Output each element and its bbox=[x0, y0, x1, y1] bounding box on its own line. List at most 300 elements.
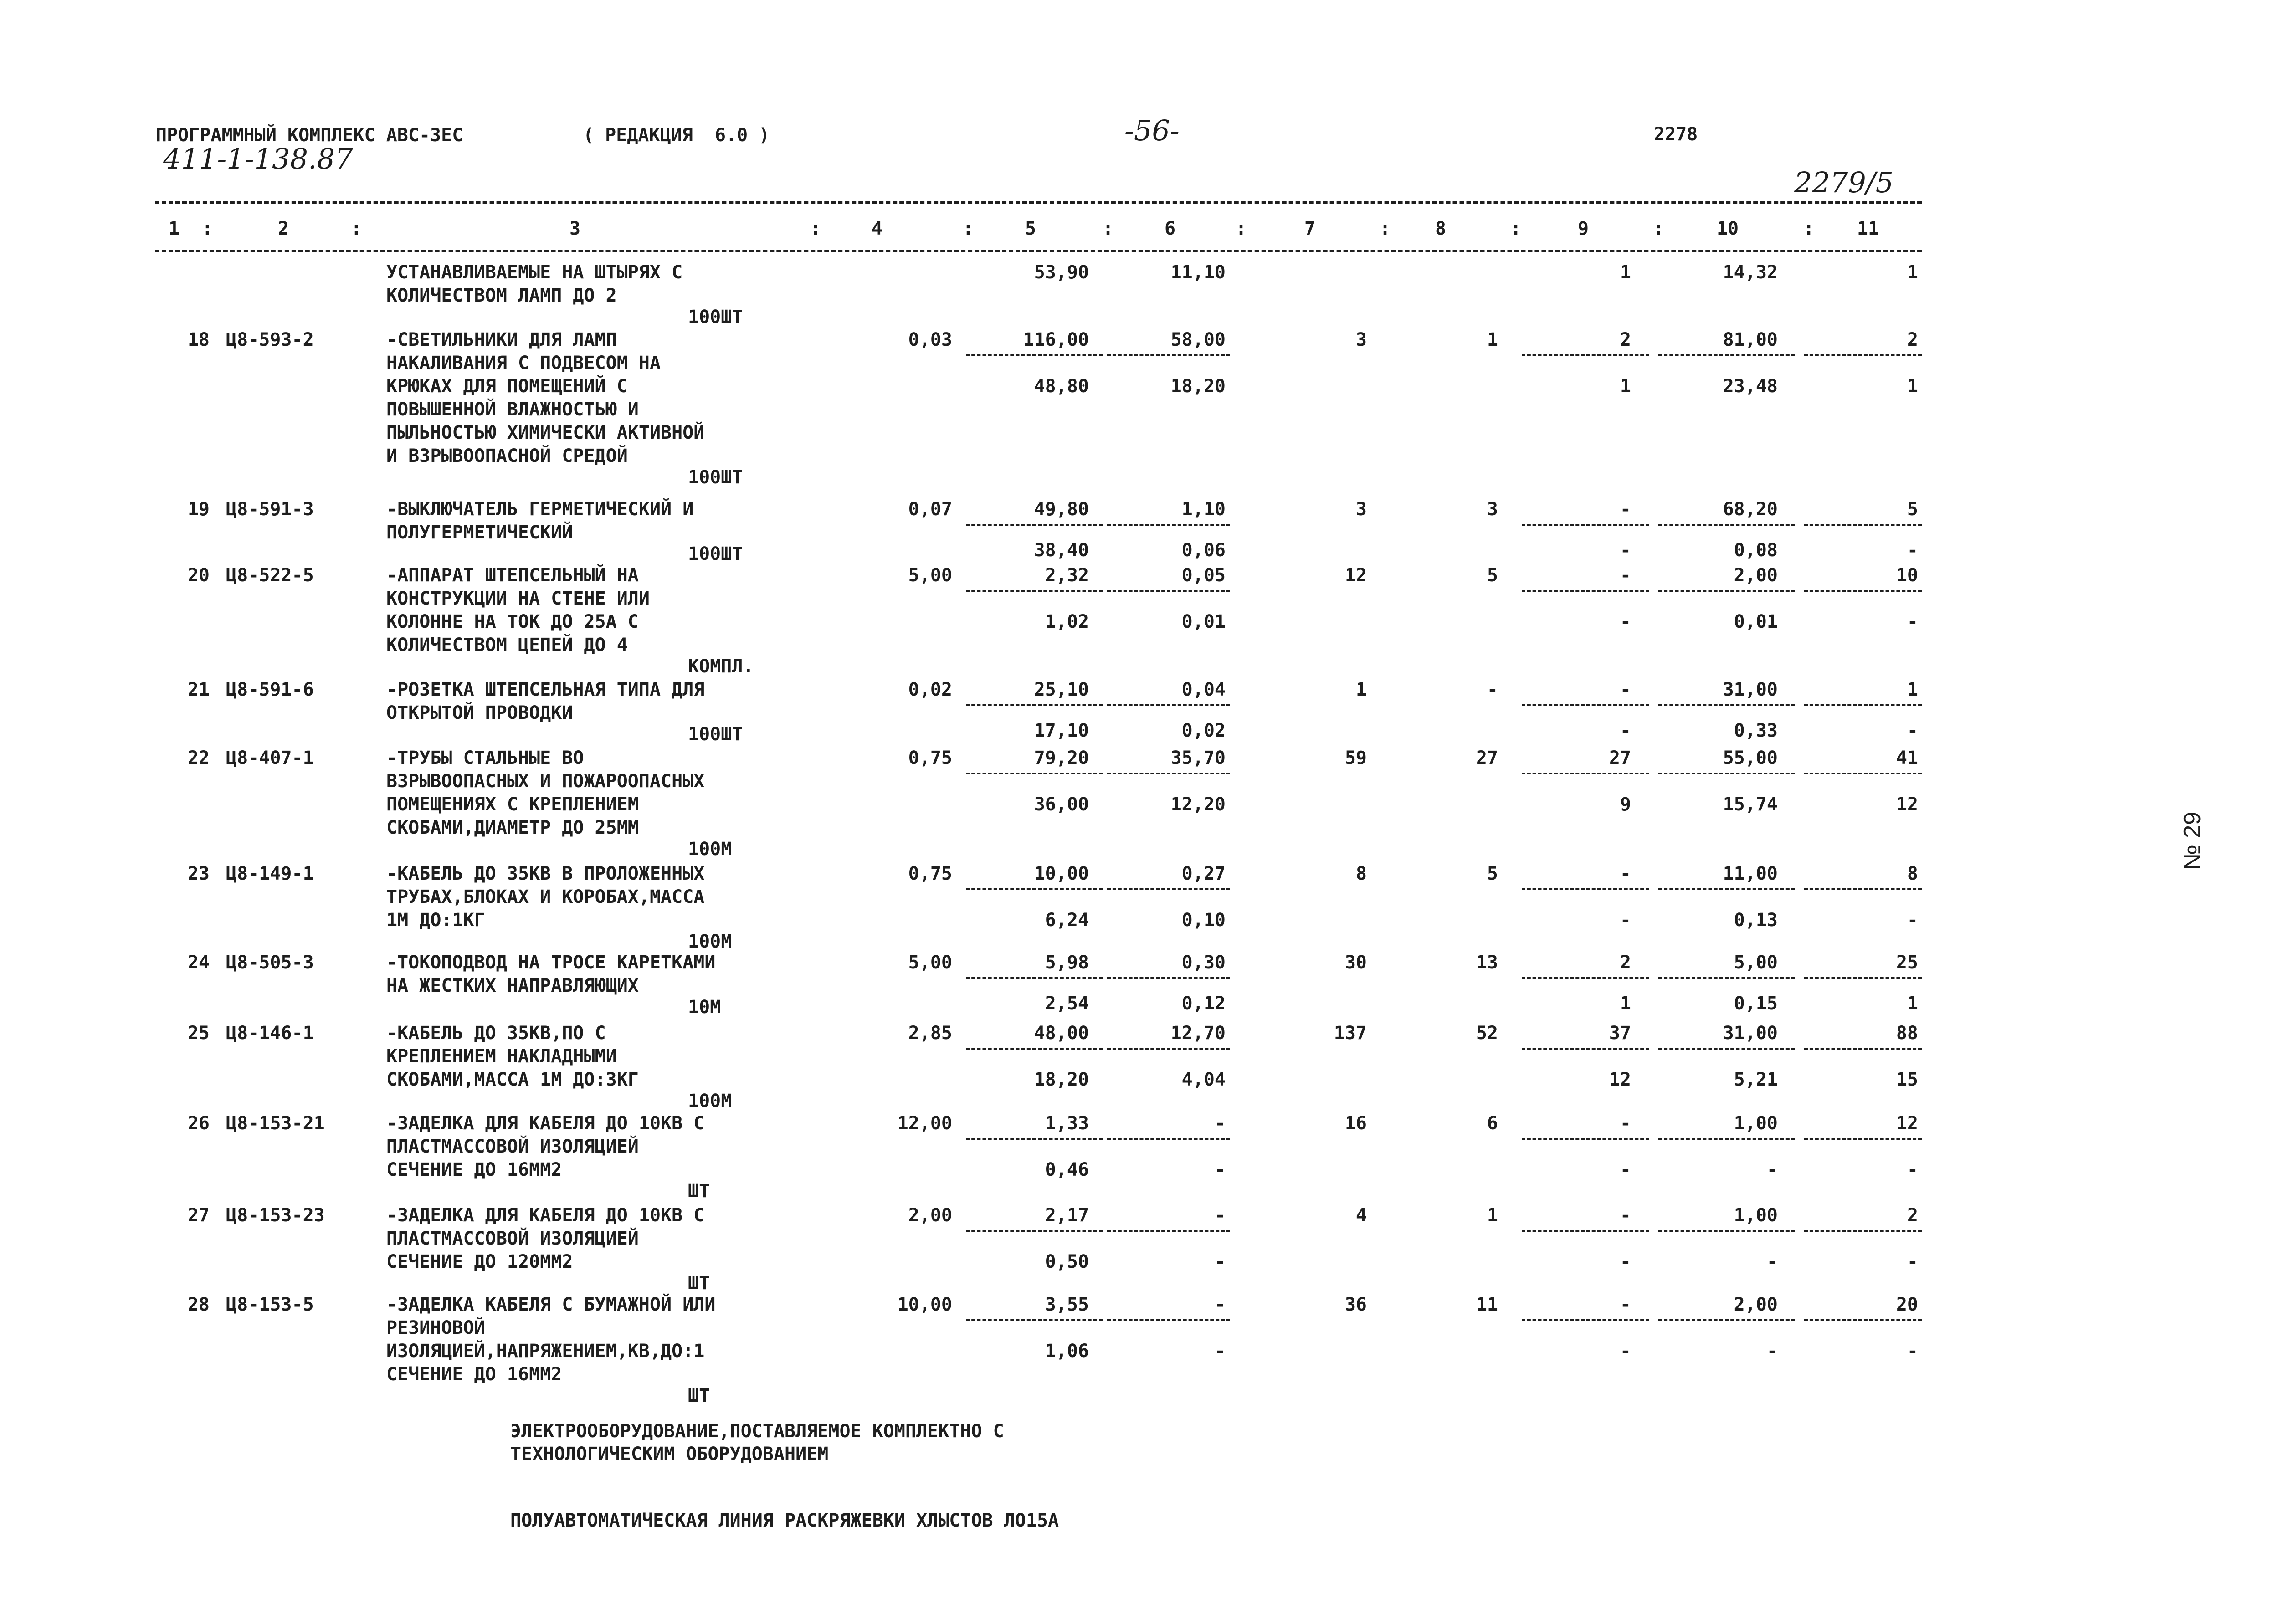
work-description-line: -РОЗЕТКА ШТЕПСЕЛЬНАЯ ТИПА ДЛЯ bbox=[386, 679, 705, 700]
work-description-line: ТРУБАХ,БЛОКАХ И КОРОБАХ,МАССА bbox=[386, 886, 705, 907]
work-description-line: ПОМЕЩЕНИЯХ С КРЕПЛЕНИЕМ bbox=[386, 794, 639, 815]
cost-c10-top: 81,00 bbox=[1723, 329, 1778, 350]
cost-c6-bottom: 0,06 bbox=[1181, 540, 1226, 561]
work-description-line: КОНСТРУКЦИИ НА СТЕНЕ ИЛИ bbox=[386, 588, 650, 609]
cost-c11-top: 25 bbox=[1896, 952, 1918, 973]
fraction-rule bbox=[1522, 773, 1649, 774]
work-description-line: ПОВЫШЕННОЙ ВЛАЖНОСТЬЮ И bbox=[386, 399, 639, 420]
fraction-rule bbox=[966, 1319, 1103, 1321]
work-description-line: -ЗАДЕЛКА КАБЕЛЯ С БУМАЖНОЙ ИЛИ bbox=[386, 1294, 716, 1315]
fraction-rule bbox=[1522, 1230, 1649, 1232]
column-number: 10 bbox=[1716, 218, 1739, 239]
header-bottom-rule bbox=[155, 250, 1922, 252]
cost-c9-top: - bbox=[1620, 1113, 1631, 1134]
labor-c8: - bbox=[1487, 679, 1498, 700]
quantity: 0,07 bbox=[908, 499, 952, 520]
unit-of-measure: 100ШТ bbox=[688, 467, 743, 488]
cost-c5-top: 79,20 bbox=[1034, 748, 1089, 768]
cost-c6-top: 58,00 bbox=[1170, 329, 1226, 350]
fraction-rule bbox=[1658, 524, 1795, 526]
fraction-rule bbox=[1658, 1230, 1795, 1232]
labor-c7: 8 bbox=[1355, 863, 1367, 884]
section-heading-line1: ЭЛЕКТРООБОРУДОВАНИЕ,ПОСТАВЛЯЕМОЕ КОМПЛЕКТНО С bbox=[510, 1421, 1004, 1442]
fraction-rule bbox=[1804, 590, 1922, 592]
fraction-rule bbox=[1107, 977, 1230, 979]
fraction-rule bbox=[1658, 590, 1795, 592]
work-description-line: -ЗАДЕЛКА ДЛЯ КАБЕЛЯ ДО 10КВ С bbox=[386, 1113, 705, 1134]
labor-c8: 3 bbox=[1487, 499, 1498, 520]
row-number: 21 bbox=[187, 679, 210, 700]
cost-c11-top: 2 bbox=[1907, 1205, 1918, 1226]
labor-c8: 1 bbox=[1487, 1205, 1498, 1226]
price-code: Ц8-505-3 bbox=[226, 952, 314, 973]
cost-c6-bottom: - bbox=[1214, 1251, 1226, 1272]
fraction-rule bbox=[966, 704, 1103, 706]
cost-c10-top: 1,00 bbox=[1734, 1205, 1778, 1226]
fraction-rule bbox=[1658, 704, 1795, 706]
cost-c5-top: 116,00 bbox=[1023, 329, 1089, 350]
work-description-line: ПЫЛЬНОСТЬЮ ХИМИЧЕСКИ АКТИВНОЙ bbox=[386, 422, 705, 443]
cost-c10-top: 2,00 bbox=[1734, 1294, 1778, 1315]
labor-c7: 4 bbox=[1355, 1205, 1367, 1226]
fraction-rule bbox=[1107, 1319, 1230, 1321]
unit-of-measure: 100ШТ bbox=[688, 543, 743, 564]
cost-c10-bottom: - bbox=[1766, 1341, 1778, 1362]
fraction-rule bbox=[1107, 1230, 1230, 1232]
fraction-rule bbox=[1522, 977, 1649, 979]
cost-c11-bottom: 1 bbox=[1907, 993, 1918, 1014]
cost-c10-bottom: 0,08 bbox=[1734, 540, 1778, 561]
fraction-rule bbox=[1107, 1048, 1230, 1050]
work-description-line: КРЮКАХ ДЛЯ ПОМЕЩЕНИЙ С bbox=[386, 376, 628, 397]
price-code: Ц8-522-5 bbox=[226, 565, 314, 586]
cost-c11-bottom: - bbox=[1907, 540, 1918, 561]
fraction-rule bbox=[966, 888, 1103, 890]
fraction-rule bbox=[1107, 354, 1230, 356]
quantity: 12,00 bbox=[897, 1113, 952, 1134]
cost-c10-top: 1,00 bbox=[1734, 1113, 1778, 1134]
row-number: 19 bbox=[187, 499, 210, 520]
fraction-rule bbox=[966, 1138, 1103, 1140]
fraction-rule bbox=[1107, 704, 1230, 706]
cost-c6-top: - bbox=[1214, 1205, 1226, 1226]
column-number: 4 bbox=[871, 218, 883, 239]
fraction-rule bbox=[1107, 590, 1230, 592]
labor-c7: 30 bbox=[1344, 952, 1367, 973]
cost-c5-top: 10,00 bbox=[1034, 863, 1089, 884]
row-number: 25 bbox=[187, 1023, 210, 1044]
cost-c10-bottom: 0,15 bbox=[1734, 993, 1778, 1014]
cost-c9-bottom: - bbox=[1620, 1341, 1631, 1362]
cost-c5-bottom: 36,00 bbox=[1034, 794, 1089, 815]
column-divider: : bbox=[1653, 218, 1664, 239]
cost-c11-top: 5 bbox=[1907, 499, 1918, 520]
cost-c9-bottom: 1 bbox=[1620, 993, 1631, 1014]
fraction-rule bbox=[1658, 354, 1795, 356]
cost-c9-bottom: 1 bbox=[1620, 376, 1631, 397]
price-code: Ц8-153-5 bbox=[226, 1294, 314, 1315]
cost-c6-bottom: 0,10 bbox=[1181, 910, 1226, 931]
cost-c11-top: 12 bbox=[1896, 1113, 1918, 1134]
work-description-line: ИЗОЛЯЦИЕЙ,НАПРЯЖЕНИЕМ,КВ,ДО:1 bbox=[386, 1341, 705, 1362]
fraction-rule bbox=[1522, 524, 1649, 526]
cost-c9-bottom: - bbox=[1620, 910, 1631, 931]
unit-of-measure: 100М bbox=[688, 931, 732, 952]
fraction-rule bbox=[966, 354, 1103, 356]
column-divider: : bbox=[1380, 218, 1391, 239]
labor-c7: 16 bbox=[1344, 1113, 1367, 1134]
work-description-line: СЕЧЕНИЕ ДО 120ММ2 bbox=[386, 1251, 573, 1272]
cost-c6-bottom: - bbox=[1214, 1341, 1226, 1362]
fraction-rule bbox=[1804, 704, 1922, 706]
side-stamp: № 29 bbox=[2179, 811, 2206, 870]
cost-c5-top: 2,32 bbox=[1045, 565, 1089, 586]
fraction-rule bbox=[966, 1230, 1103, 1232]
cost-c11-bottom: 15 bbox=[1896, 1069, 1918, 1090]
work-description-line: НАКАЛИВАНИЯ С ПОДВЕСОМ НА bbox=[386, 353, 661, 374]
fraction-rule bbox=[966, 1048, 1103, 1050]
labor-c7: 137 bbox=[1334, 1023, 1367, 1044]
cost-c6-top: - bbox=[1214, 1294, 1226, 1315]
fraction-rule bbox=[1522, 590, 1649, 592]
cost-c9-top: 2 bbox=[1620, 329, 1631, 350]
cost-c10-bottom: 0,33 bbox=[1734, 720, 1778, 741]
work-description-line: -СВЕТИЛЬНИКИ ДЛЯ ЛАМП bbox=[386, 329, 617, 350]
column-number: 3 bbox=[569, 218, 581, 239]
unit-of-measure: КОМПЛ. bbox=[688, 656, 754, 677]
cost-c9-bottom: - bbox=[1620, 720, 1631, 741]
unit-of-measure: ШТ bbox=[688, 1273, 710, 1294]
column-divider: : bbox=[810, 218, 821, 239]
unit-of-measure: 100М bbox=[688, 839, 732, 860]
cost-c6-bottom: 18,20 bbox=[1170, 376, 1226, 397]
fraction-rule bbox=[1107, 1138, 1230, 1140]
cost-c9-top: 37 bbox=[1609, 1023, 1631, 1044]
quantity: 0,03 bbox=[908, 329, 952, 350]
fraction-rule bbox=[966, 773, 1103, 774]
fraction-rule bbox=[1804, 1230, 1922, 1232]
cost-c5-bottom: 18,20 bbox=[1034, 1069, 1089, 1090]
labor-c7: 3 bbox=[1355, 329, 1367, 350]
work-description-line: ОТКРЫТОЙ ПРОВОДКИ bbox=[386, 702, 573, 723]
fraction-rule bbox=[1522, 1138, 1649, 1140]
work-description-line: ПЛАСТМАССОВОЙ ИЗОЛЯЦИЕЙ bbox=[386, 1136, 639, 1157]
labor-c8: 6 bbox=[1487, 1113, 1498, 1134]
cost-c6-top: 0,05 bbox=[1181, 565, 1226, 586]
unit-of-measure: 100ШТ bbox=[688, 724, 743, 745]
work-description-line: -ТРУБЫ СТАЛЬНЫЕ ВО bbox=[386, 748, 584, 768]
fraction-rule bbox=[1658, 888, 1795, 890]
cost-c6-bottom: - bbox=[1214, 1159, 1226, 1180]
work-description-line: КОЛИЧЕСТВОМ ЦЕПЕЙ ДО 4 bbox=[386, 635, 628, 656]
quantity: 0,75 bbox=[908, 748, 952, 768]
cost-c11-top: 88 bbox=[1896, 1023, 1918, 1044]
row-number: 23 bbox=[187, 863, 210, 884]
sheet-number: 2278 bbox=[1654, 124, 1698, 145]
cost-c11-top: 2 bbox=[1907, 329, 1918, 350]
cost-c5-bottom: 1,06 bbox=[1045, 1341, 1089, 1362]
fraction-rule bbox=[1804, 1138, 1922, 1140]
section-heading-line2: ТЕХНОЛОГИЧЕСКИМ ОБОРУДОВАНИЕМ bbox=[510, 1444, 829, 1465]
program-title: ПРОГРАММНЫЙ КОМПЛЕКС АВС-3ЕС bbox=[156, 125, 463, 146]
cost-c5-bottom: 0,46 bbox=[1045, 1159, 1089, 1180]
cost-c9-top: - bbox=[1620, 1205, 1631, 1226]
cost-c6-bottom: 0,01 bbox=[1181, 611, 1226, 632]
work-description-line: КОЛИЧЕСТВОМ ЛАМП ДО 2 bbox=[386, 285, 617, 306]
quantity: 2,00 bbox=[908, 1205, 952, 1226]
cost-c10-bottom: - bbox=[1766, 1159, 1778, 1180]
cost-c9-bottom: - bbox=[1620, 611, 1631, 632]
price-code: Ц8-591-6 bbox=[226, 679, 314, 700]
work-description-line: -КАБЕЛЬ ДО 35КВ В ПРОЛОЖЕННЫХ bbox=[386, 863, 705, 884]
fraction-rule bbox=[1804, 1319, 1922, 1321]
labor-c7: 36 bbox=[1344, 1294, 1367, 1315]
cost-c5-top: 49,80 bbox=[1034, 499, 1089, 520]
cost-c6-top: 0,27 bbox=[1181, 863, 1226, 884]
price-code: Ц8-591-3 bbox=[226, 499, 314, 520]
column-divider: : bbox=[1236, 218, 1247, 239]
labor-c8: 52 bbox=[1476, 1023, 1498, 1044]
work-description-line: 1М ДО:1КГ bbox=[386, 910, 485, 931]
row-number: 18 bbox=[187, 329, 210, 350]
row-number: 20 bbox=[187, 565, 210, 586]
labor-c7: 59 bbox=[1344, 748, 1367, 768]
row-number: 24 bbox=[187, 952, 210, 973]
cost-c5-top: 3,55 bbox=[1045, 1294, 1089, 1315]
column-number: 5 bbox=[1025, 218, 1036, 239]
cost-c6-bottom: 12,20 bbox=[1170, 794, 1226, 815]
unit-of-measure: ШТ bbox=[688, 1385, 710, 1406]
cost-c6-bottom: 0,12 bbox=[1181, 993, 1226, 1014]
cost-c6-bottom: 0,02 bbox=[1181, 720, 1226, 741]
fraction-rule bbox=[1658, 1048, 1795, 1050]
cost-c5-top: 53,90 bbox=[1034, 262, 1089, 283]
fraction-rule bbox=[1658, 773, 1795, 774]
column-divider: : bbox=[963, 218, 974, 239]
quantity: 5,00 bbox=[908, 565, 952, 586]
fraction-rule bbox=[1804, 977, 1922, 979]
header-top-rule bbox=[155, 201, 1922, 204]
fraction-rule bbox=[1107, 773, 1230, 774]
work-description-line: -ЗАДЕЛКА ДЛЯ КАБЕЛЯ ДО 10КВ С bbox=[386, 1205, 705, 1226]
row-number: 28 bbox=[187, 1294, 210, 1315]
cost-c9-top: 27 bbox=[1609, 748, 1631, 768]
cost-c11-bottom: - bbox=[1907, 611, 1918, 632]
labor-c8: 11 bbox=[1476, 1294, 1498, 1315]
row-number: 26 bbox=[187, 1113, 210, 1134]
cost-c9-top: 1 bbox=[1620, 262, 1631, 283]
cost-c6-top: 12,70 bbox=[1170, 1023, 1226, 1044]
cost-c6-top: 0,30 bbox=[1181, 952, 1226, 973]
unit-of-measure: 100ШТ bbox=[688, 307, 743, 328]
fraction-rule bbox=[1107, 888, 1230, 890]
price-code: Ц8-407-1 bbox=[226, 748, 314, 768]
price-code: Ц8-153-23 bbox=[226, 1205, 325, 1226]
cost-c5-bottom: 0,50 bbox=[1045, 1251, 1089, 1272]
row-number: 22 bbox=[187, 748, 210, 768]
fraction-rule bbox=[1522, 704, 1649, 706]
cost-c5-bottom: 2,54 bbox=[1045, 993, 1089, 1014]
cost-c11-top: 41 bbox=[1896, 748, 1918, 768]
work-description-line: КРЕПЛЕНИЕМ НАКЛАДНЫМИ bbox=[386, 1046, 617, 1067]
cost-c10-top: 11,00 bbox=[1723, 863, 1778, 884]
work-description-line: ПЛАСТМАССОВОЙ ИЗОЛЯЦИЕЙ bbox=[386, 1228, 639, 1249]
labor-c7: 3 bbox=[1355, 499, 1367, 520]
fraction-rule bbox=[1804, 773, 1922, 774]
cost-c10-bottom: 15,74 bbox=[1723, 794, 1778, 815]
fraction-rule bbox=[1522, 1319, 1649, 1321]
work-description-line: РЕЗИНОВОЙ bbox=[386, 1317, 485, 1338]
fraction-rule bbox=[1658, 1319, 1795, 1321]
price-code: Ц8-593-2 bbox=[226, 329, 314, 350]
labor-c8: 13 bbox=[1476, 952, 1498, 973]
cost-c5-top: 1,33 bbox=[1045, 1113, 1089, 1134]
cost-c11-top: 20 bbox=[1896, 1294, 1918, 1315]
cost-c9-bottom: 9 bbox=[1620, 794, 1631, 815]
sheet-handwritten: 2279/5 bbox=[1794, 166, 1894, 199]
cost-c9-top: - bbox=[1620, 565, 1631, 586]
work-description-line: СКОБАМИ,МАССА 1М ДО:3КГ bbox=[386, 1069, 639, 1090]
work-description-line: СЕЧЕНИЕ ДО 16ММ2 bbox=[386, 1364, 562, 1385]
cost-c10-top: 31,00 bbox=[1723, 1023, 1778, 1044]
unit-of-measure: ШТ bbox=[688, 1181, 710, 1202]
cost-c9-bottom: 12 bbox=[1609, 1069, 1631, 1090]
cost-c9-top: - bbox=[1620, 499, 1631, 520]
quantity: 0,75 bbox=[908, 863, 952, 884]
quantity: 10,00 bbox=[897, 1294, 952, 1315]
unit-of-measure: 100М bbox=[688, 1091, 732, 1112]
work-description-line: -КАБЕЛЬ ДО 35КВ,ПО С bbox=[386, 1023, 606, 1044]
cost-c5-bottom: 48,80 bbox=[1034, 376, 1089, 397]
fraction-rule bbox=[966, 590, 1103, 592]
fraction-rule bbox=[1804, 524, 1922, 526]
cost-c10-bottom: 0,01 bbox=[1734, 611, 1778, 632]
cost-c9-top: - bbox=[1620, 863, 1631, 884]
column-divider: : bbox=[1103, 218, 1114, 239]
cost-c11-top: 1 bbox=[1907, 262, 1918, 283]
column-number: 6 bbox=[1164, 218, 1176, 239]
work-description-line: -ВЫКЛЮЧАТЕЛЬ ГЕРМЕТИЧЕСКИЙ И bbox=[386, 499, 694, 520]
cost-c10-bottom: 23,48 bbox=[1723, 376, 1778, 397]
column-number: 11 bbox=[1857, 218, 1879, 239]
cost-c11-bottom: 12 bbox=[1896, 794, 1918, 815]
cost-c9-top: - bbox=[1620, 679, 1631, 700]
row-number: 27 bbox=[187, 1205, 210, 1226]
fraction-rule bbox=[1804, 1048, 1922, 1050]
labor-c8: 5 bbox=[1487, 863, 1498, 884]
quantity: 2,85 bbox=[908, 1023, 952, 1044]
labor-c8: 5 bbox=[1487, 565, 1498, 586]
column-divider: : bbox=[202, 218, 213, 239]
column-divider: : bbox=[1510, 218, 1522, 239]
cost-c10-top: 68,20 bbox=[1723, 499, 1778, 520]
fraction-rule bbox=[966, 977, 1103, 979]
unit-of-measure: 10М bbox=[688, 997, 721, 1018]
cost-c6-bottom: 4,04 bbox=[1181, 1069, 1226, 1090]
cost-c9-bottom: - bbox=[1620, 1159, 1631, 1180]
cost-c5-bottom: 1,02 bbox=[1045, 611, 1089, 632]
work-description-line: СЕЧЕНИЕ ДО 16ММ2 bbox=[386, 1159, 562, 1180]
work-description-line: -АППАРАТ ШТЕПСЕЛЬНЫЙ НА bbox=[386, 565, 639, 586]
work-description-line: СКОБАМИ,ДИАМЕТР ДО 25ММ bbox=[386, 817, 639, 838]
work-description-line: НА ЖЕСТКИХ НАПРАВЛЯЮЩИХ bbox=[386, 975, 639, 996]
work-description-line: ВЗРЫВООПАСНЫХ И ПОЖАРООПАСНЫХ bbox=[386, 771, 705, 792]
cost-c10-top: 31,00 bbox=[1723, 679, 1778, 700]
quantity: 0,02 bbox=[908, 679, 952, 700]
cost-c5-bottom: 17,10 bbox=[1034, 720, 1089, 741]
cost-c11-top: 10 bbox=[1896, 565, 1918, 586]
cost-c9-bottom: - bbox=[1620, 1251, 1631, 1272]
fraction-rule bbox=[1522, 1048, 1649, 1050]
fraction-rule bbox=[1804, 354, 1922, 356]
cost-c5-top: 25,10 bbox=[1034, 679, 1089, 700]
column-divider: : bbox=[351, 218, 362, 239]
column-divider: : bbox=[1803, 218, 1815, 239]
cost-c5-top: 48,00 bbox=[1034, 1023, 1089, 1044]
fraction-rule bbox=[1107, 524, 1230, 526]
labor-c7: 12 bbox=[1344, 565, 1367, 586]
cost-c10-bottom: 5,21 bbox=[1734, 1069, 1778, 1090]
fraction-rule bbox=[1522, 888, 1649, 890]
column-number: 2 bbox=[277, 218, 289, 239]
labor-c8: 27 bbox=[1476, 748, 1498, 768]
quantity: 5,00 bbox=[908, 952, 952, 973]
column-number: 1 bbox=[168, 218, 180, 239]
price-code: Ц8-146-1 bbox=[226, 1023, 314, 1044]
page-number: -56- bbox=[1124, 114, 1180, 147]
fraction-rule bbox=[1658, 1138, 1795, 1140]
cost-c9-top: 2 bbox=[1620, 952, 1631, 973]
cost-c10-bottom: 0,13 bbox=[1734, 910, 1778, 931]
labor-c7: 1 bbox=[1355, 679, 1367, 700]
work-description-line: -ТОКОПОДВОД НА ТРОСЕ КАРЕТКАМИ bbox=[386, 952, 716, 973]
cost-c6-top: 1,10 bbox=[1181, 499, 1226, 520]
price-code: Ц8-153-21 bbox=[226, 1113, 325, 1134]
cost-c11-bottom: - bbox=[1907, 720, 1918, 741]
cost-c6-top: 0,04 bbox=[1181, 679, 1226, 700]
cost-c11-bottom: - bbox=[1907, 910, 1918, 931]
cost-c5-bottom: 6,24 bbox=[1045, 910, 1089, 931]
cost-c11-bottom: 1 bbox=[1907, 376, 1918, 397]
cost-c9-bottom: - bbox=[1620, 540, 1631, 561]
cost-c6-top: 35,70 bbox=[1170, 748, 1226, 768]
work-description-line: УСТАНАВЛИВАЕМЫЕ НА ШТЫРЯХ С bbox=[386, 262, 683, 283]
column-number: 7 bbox=[1304, 218, 1316, 239]
cost-c6-top: - bbox=[1214, 1113, 1226, 1134]
cost-c9-top: - bbox=[1620, 1294, 1631, 1315]
cost-c6-top: 11,10 bbox=[1170, 262, 1226, 283]
cost-c10-top: 5,00 bbox=[1734, 952, 1778, 973]
work-description-line: ПОЛУГЕРМЕТИЧЕСКИЙ bbox=[386, 522, 573, 543]
column-number: 9 bbox=[1577, 218, 1589, 239]
cost-c10-bottom: - bbox=[1766, 1251, 1778, 1272]
work-description-line: И ВЗРЫВООПАСНОЙ СРЕДОЙ bbox=[386, 446, 628, 466]
labor-c8: 1 bbox=[1487, 329, 1498, 350]
work-description-line: КОЛОННЕ НА ТОК ДО 25А С bbox=[386, 611, 639, 632]
cost-c11-top: 1 bbox=[1907, 679, 1918, 700]
cost-c11-top: 8 bbox=[1907, 863, 1918, 884]
edition-label: ( РЕДАКЦИЯ 6.0 ) bbox=[583, 125, 770, 146]
cost-c11-bottom: - bbox=[1907, 1341, 1918, 1362]
cost-c10-top: 2,00 bbox=[1734, 565, 1778, 586]
fraction-rule bbox=[966, 524, 1103, 526]
fraction-rule bbox=[1658, 977, 1795, 979]
cost-c10-top: 14,32 bbox=[1723, 262, 1778, 283]
cost-c5-top: 2,17 bbox=[1045, 1205, 1089, 1226]
cost-c5-top: 5,98 bbox=[1045, 952, 1089, 973]
price-code: Ц8-149-1 bbox=[226, 863, 314, 884]
cost-c5-bottom: 38,40 bbox=[1034, 540, 1089, 561]
